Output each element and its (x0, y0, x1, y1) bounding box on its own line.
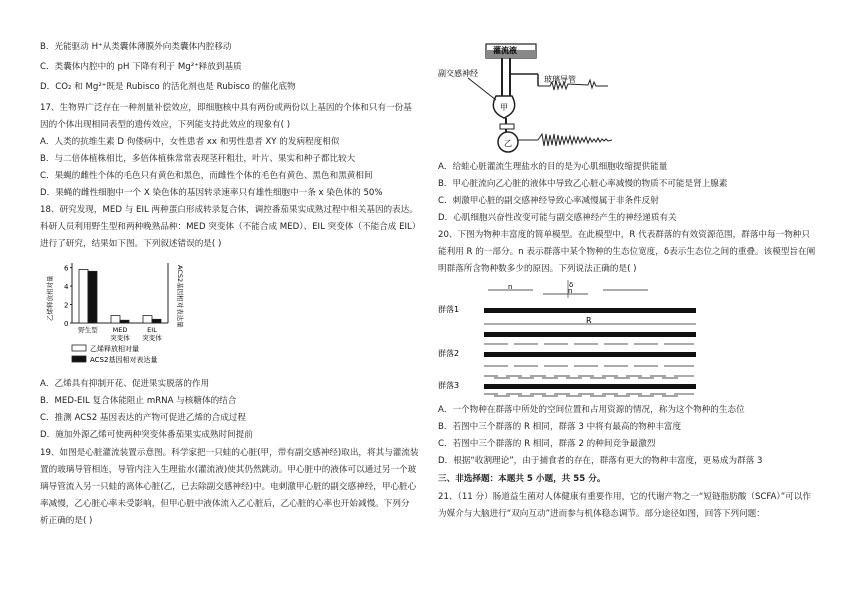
q19-stem-3: 璃导管流入另一只蛙的离体心脏(乙，已去除副交感神经)中。电刺激甲心脏的副交感神经，甲心脏心 (40, 482, 417, 492)
q20-stem-2: 能利用 R 的一部分。n 表示群落中某个物种的生态位宽度，δ表示生态位之间的重叠。该模型旨在阐 (438, 247, 816, 257)
q21-stem-2: 为媒介与大脑进行“双向互动”进而参与机体稳态调节。部分途径如图，回答下列问题： (438, 509, 765, 519)
q20-option-b: B．若图中三个群落的 R 相同，群落 3 中将有最高的物种丰富度 (438, 422, 682, 432)
bar-0 (143, 316, 152, 323)
legend-label: ACS2基因相对表达量 (90, 356, 158, 364)
bar-1 (88, 271, 97, 323)
niche-model-figure (438, 280, 708, 400)
n-label-2: n (568, 287, 573, 295)
q19-stem-1: 19、如图是心脏灌流装置示意图。科学家把一只蛙的心脏(甲，带有副交感神经)取出，将其与灌流装 (40, 448, 419, 458)
delta-label: δ (569, 281, 574, 289)
bar-0 (79, 269, 88, 323)
q18-stem-2: 科研人员利用野生型和两种晚熟品种：MED 突变体（不能合成 MED）、EIL 突变体（不能合成 EIL） (40, 222, 421, 232)
q21-stem-1: 21、（11 分）肠道益生菌对人体健康有重要作用，它的代谢产物之一“短链脂肪酸（SCFA）”可以作 (438, 492, 811, 502)
q19-stem-5: 析正确的是( ) (40, 516, 93, 526)
q16-option-c: C．类囊体内腔中的 pH 下降有利于 Mg²⁺释放到基质 (40, 62, 242, 72)
q19-option-c: C．刺激甲心脏的副交感神经导致心率减慢属于非条件反射 (438, 196, 659, 206)
q17-option-d: D．果蝇的雌性细胞中一个 X 染色体的基因转录速率只有雄性细胞中一条 x 染色体的 50% (40, 188, 383, 198)
x-tick-label: 野生型 (78, 326, 98, 334)
y-tick-label: 6 (64, 264, 69, 273)
q18-stem-1: 18、研究发现，MED 与 EIL 两种蛋白形成转录复合体，调控番茄果实成熟过程中相关基因的表达。 (40, 205, 418, 215)
q19-option-b: B．甲心脏流向乙心脏的液体中导致乙心脏心率减慢的物质不可能是肾上腺素 (438, 179, 728, 189)
community3-label: 群落3 (438, 381, 460, 390)
q17-option-b: B．与二倍体植株相比，多倍体植株常常表现茎秆粗壮，叶片、果实和种子都比较大 (40, 154, 356, 164)
y-tick-label: 2 (64, 301, 69, 310)
q19-option-d: D．心肌细胞兴奋性改变可能与副交感神经产生的神经递质有关 (438, 213, 677, 223)
q19-option-a: A．给蛙心脏灌流生理盐水的目的是为心肌细胞收缩提供能量 (438, 162, 668, 172)
x-tick-label: 突变体 (142, 334, 162, 342)
q18-option-a: A．乙烯具有抑制开花、促进果实脱落的作用 (40, 379, 210, 389)
q18-stem-3: 进行了研究，结果如下图。下列叙述错误的是( ) (40, 239, 222, 249)
heart-b-label: 乙 (504, 139, 512, 148)
q20-option-a: A．一个物种在群落中所处的空间位置和占用资源的情况，称为这个物种的生态位 (438, 405, 745, 415)
q18-option-d: D．施加外源乙烯可使两种突变体番茄果实成熟时间提前 (40, 430, 253, 440)
q18-option-c: C．推测 ACS2 基因表达的产物可促进乙烯的合成过程 (40, 413, 246, 423)
q16-option-d: D．CO₂ 和 Mg²⁺既是 Rubisco 的活化剂也是 Rubisco 的催化底物 (40, 82, 296, 92)
q20-option-c: C．若图中三个群落的 R 相同，群落 2 的种间竞争最激烈 (438, 439, 656, 449)
x-tick-label: EIL (147, 326, 157, 334)
legend-swatch (72, 356, 86, 362)
q20-stem-3: 明群落所含物种数多少的原因。下列说法正确的是( ) (438, 264, 637, 274)
q18-option-b: B．MED-EIL 复合体能阻止 mRNA 与核糖体的结合 (40, 396, 237, 406)
heart-perfusion-figure (438, 36, 638, 158)
community1-label: 群落1 (438, 305, 460, 314)
y-axis-label: 乙烯释放相对量 (46, 275, 54, 321)
nerve-label: 副交感神经 (438, 69, 478, 78)
q17-option-c: C．果蝇的雌性个体的毛色只有黄色和黑色，而雌性个体的毛色有黄色、黑色和黑黄相间 (40, 171, 373, 181)
community2-bar (484, 352, 696, 357)
y-tick-label: 0 (64, 320, 69, 328)
trace-b (538, 134, 612, 146)
bar-0 (111, 316, 120, 323)
q17-stem-2: 因的个体出现相同表型的遗传效应，下列能支持此效应的现象有( ) (40, 120, 291, 130)
q19-stem-4: 率减慢，乙心脏心率未受影响，但甲心脏中液体流入乙心脏后，乙心脏的心率也开始减慢。下列分 (40, 499, 410, 509)
q17-option-a: A．人类的抗维生素 D 佝偻病中，女性患者 xx 和男性患者 XY 的发病程度相似 (40, 137, 340, 147)
x-tick-label: 突变体 (110, 334, 130, 342)
section-heading: 三、非选择题：本题共 5 小题，共 55 分。 (438, 474, 606, 484)
tube-label: 玻璃导管 (544, 75, 576, 84)
community3-bar (484, 384, 696, 389)
q20-stem-1: 20、下图为物种丰富度的简单模型。在此模型中，R 代表群落的有效资源范围，群落中每一物种只 (438, 230, 810, 240)
q16-option-b: B．光能驱动 H⁺从类囊体薄膜外向类囊体内腔移动 (40, 42, 232, 52)
community1-bar-2 (484, 332, 696, 337)
n-label: n (508, 283, 513, 291)
legend-label: 乙烯释放相对量 (90, 345, 139, 353)
community1-bar (484, 308, 696, 313)
bar-1 (120, 320, 129, 323)
y-axis-label-right: ACS2基因相对表达量 (176, 265, 184, 328)
q19-stem-2: 置的玻璃导管相连，导管内注入生理盐水(灌流液)使其仍然跳动。甲心脏中的液体可以通过另一个玻 (40, 465, 417, 475)
community2-label: 群落2 (438, 349, 460, 358)
q17-stem-1: 17、生物界广泛存在一种剂量补偿效应，即细胞核中具有两份或两份以上基因的个体和只有一份基 (40, 103, 412, 113)
r-label: R (586, 316, 592, 325)
q18-bar-chart (40, 255, 210, 375)
q20-option-d: D．根据“收割理论”，由于捕食者的存在，群落有更大的物种丰富度，更易成为群落 3 (438, 456, 763, 466)
y-tick-label: 4 (64, 283, 69, 292)
perfusion-label: 灌流液 (493, 46, 517, 55)
heart-a-label: 甲 (500, 103, 508, 112)
x-tick-label: MED (112, 326, 128, 334)
legend-swatch (72, 345, 86, 351)
bar-1 (152, 319, 161, 323)
